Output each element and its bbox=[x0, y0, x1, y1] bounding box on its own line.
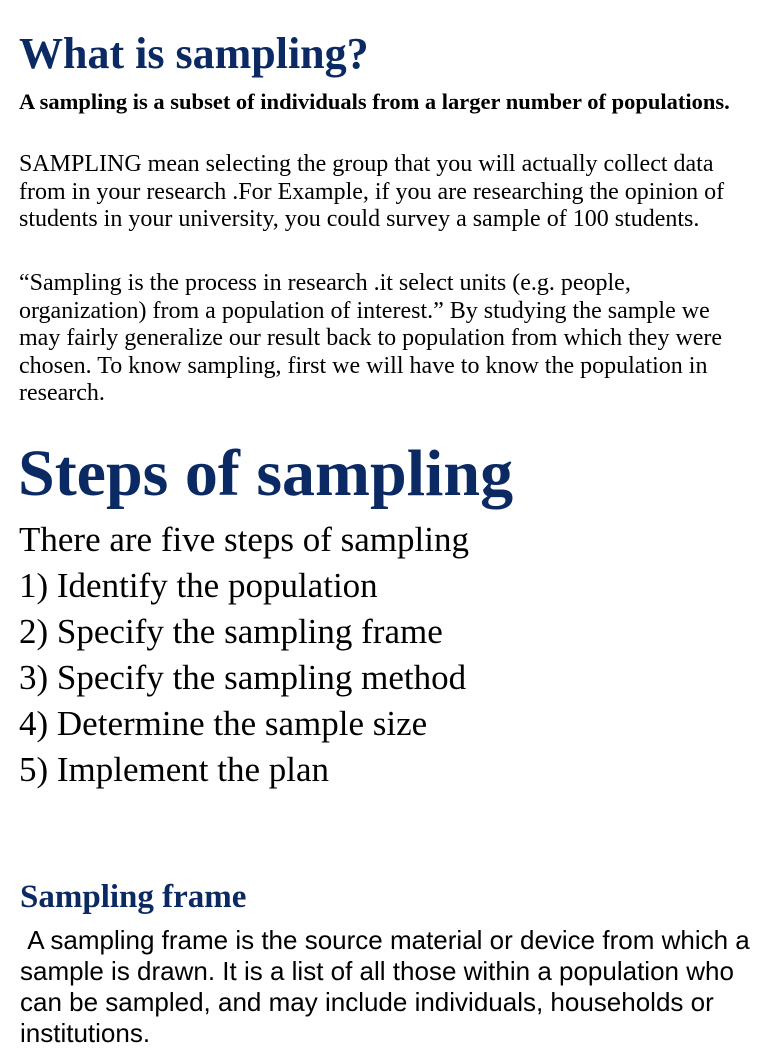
sampling-paragraph-1: SAMPLING mean selecting the group that you will actually collect data from in your research .For Example, if you are researching the opinion of students in your university, you could survey a sample of 100 students. bbox=[19, 151, 725, 232]
sampling-paragraph-2: “Sampling is the process in research .it select units (e.g. people, organization) from a population of interest.” By studying the sample we may fairly generalize our result back to population from which they were chosen. To know sampling, first we will have to know the population in research. bbox=[19, 270, 723, 406]
steps-heading: Steps of sampling bbox=[18, 437, 514, 510]
steps-list bbox=[19, 517, 469, 793]
steps-intro: There are five steps of sampling bbox=[19, 520, 469, 559]
sampling-frame-text: A sampling frame is the source material or device from which a sample is drawn. It is a list of all those within a population who can be sampled, and may include individuals, households or institutions. bbox=[20, 925, 757, 1048]
step-item: 2) Specify the sampling frame bbox=[19, 612, 443, 651]
step-item: 1) Identify the population bbox=[19, 566, 378, 605]
page-title: What is sampling? bbox=[19, 29, 369, 78]
sampling-frame-heading: Sampling frame bbox=[20, 879, 247, 915]
step-item: 5) Implement the plan bbox=[19, 750, 330, 789]
step-item: 3) Specify the sampling method bbox=[19, 658, 467, 697]
step-item: 4) Determine the sample size bbox=[19, 704, 428, 743]
definition-lead: A sampling is a subset of individuals from a larger number of populations. bbox=[19, 89, 730, 114]
